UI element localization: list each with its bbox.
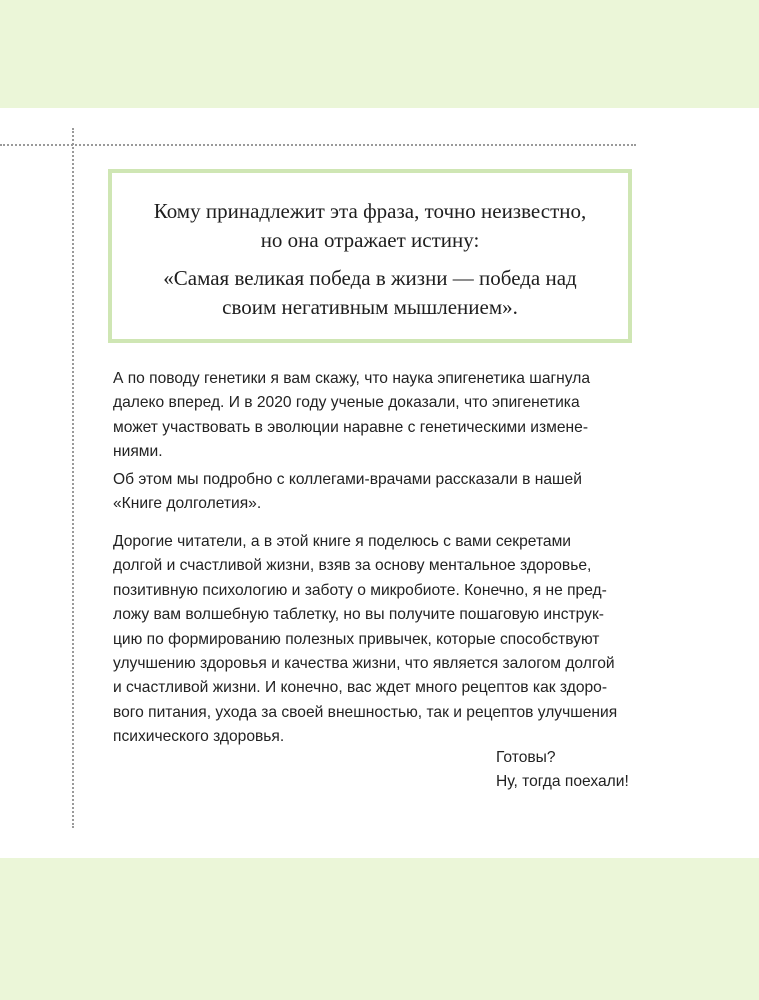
paragraph-genetics (113, 367, 633, 465)
text-line: Дорогие читатели, а в этой книге я поделюсь с вами секретами (113, 533, 572, 550)
text-line: позитивную психологию и заботу о микробиоте. Конечно, я не пред- (113, 581, 607, 599)
text-line: улучшению здоровья и качества жизни, что является залогом долгой (113, 655, 615, 673)
text-line: цию по формированию полезных привычек, которые способствуют (113, 630, 600, 648)
bottom-color-band (0, 858, 759, 1000)
text-line: долгой и счастливой жизни, взяв за основу ментальное здоровье, (113, 557, 592, 575)
sign-off-line: Ну, тогда поехали! (496, 773, 629, 791)
quote-text-line: «Самая великая победа в жизни — победа над (163, 266, 577, 290)
dotted-guide-horizontal (0, 144, 636, 146)
text-line: вого питания, ухода за своей внешностью, так и рецептов улучшения (113, 703, 618, 721)
text-line: «Книге долголетия». (113, 495, 262, 513)
quote-box (108, 169, 632, 343)
text-line: и счастливой жизни. И конечно, вас ждет много рецептов как здоро- (113, 679, 608, 697)
top-color-band (0, 0, 759, 108)
dotted-guide-vertical (72, 128, 74, 828)
quote-text (112, 264, 628, 322)
quote-text-line: своим негативным мышлением». (222, 295, 518, 319)
text-line: А по поводу генетики я вам скажу, что наука эпигенетика шагнула (113, 370, 591, 387)
text-line: ложу вам волшебную таблетку, но вы получите пошаговую инструк- (113, 606, 604, 624)
paragraph-longevity-book (113, 468, 633, 517)
text-line: может участвовать в эволюции наравне с генетическими измене- (113, 418, 589, 436)
quote-intro-line: Кому принадлежит эта фраза, точно неизвестно, (153, 199, 587, 223)
text-line: Об этом мы подробно с коллегами-врачами рассказали в нашей (113, 471, 582, 488)
text-line: далеко вперед. И в 2020 году ученые доказали, что эпигенетика (113, 394, 580, 412)
text-line: психического здоровья. (113, 728, 285, 746)
text-line: ниями. (113, 443, 163, 461)
quote-intro-line: но она отражает истину: (260, 228, 480, 252)
paragraph-readers (113, 530, 633, 750)
sign-off (496, 746, 629, 795)
sign-off-line: Готовы? (496, 749, 556, 766)
quote-intro (112, 197, 628, 255)
